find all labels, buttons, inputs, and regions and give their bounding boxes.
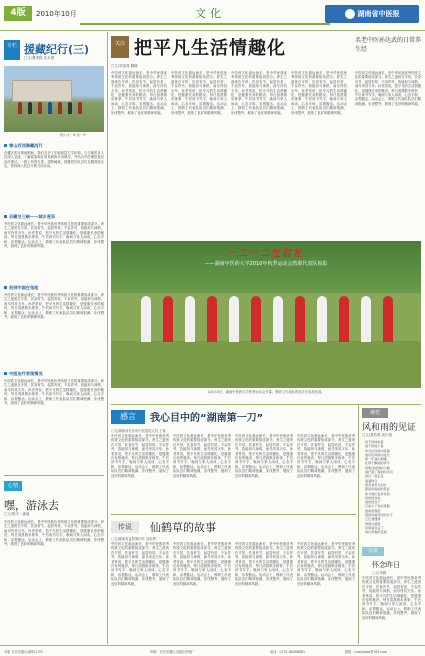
square-icon — [4, 144, 7, 147]
body-text: 中医药文化源远流长，是中华民族优秀传统文化的重要组成部分。养生之道贵在平常，饮食有节，起居有常，不妄作劳，故能形与神俱，而尽终其天年。孙老常说，把平凡的生活情趣化，是健康长寿的秘诀。每日清晨散步练拳，午后读书写字，晚间与家人闲谈，心态平和，乐观豁达。运动会上，教职工代表队队员们精神饱满，步伐整齐，展现了良好的精神风貌。 — [4, 222, 104, 249]
square-icon — [4, 286, 7, 289]
essay-body-col4: 中医药文化源远流长，是中华民族优秀传统文化的重要组成部分。养生之道贵在平常，饮食有节，起居有常，不妄作劳，故能形与神俱，而尽终其天年。孙老常说，把平凡的生活情趣化，是健康长寿的秘诀。每日清晨散步练拳，午后读书写字，晚间与家人闲谈，心态平和，乐观豁达。运动会上，教职工代表队队员们精神饱满，步伐整齐，展现了良好的精神风貌。 — [297, 434, 355, 478]
essay-byline: □文/湖南省长沙市中医院院人员 王基 — [111, 429, 166, 433]
photo-runner — [251, 296, 261, 342]
swim-byline: □文/陈平 · 潘迪 — [4, 512, 30, 516]
mood-tag: 心情 — [4, 481, 22, 491]
poem-line: 风和雨见证了 — [365, 525, 384, 530]
body-text: 在藏区医疗援助期间，我们走访了多地基层卫生机构，与当地医务人员深入交流，了解高原地区常见病的诊治情况，并结合中医理论提出治疗建议。一路上风景壮美，道路崎岖，援藏医疗队员们克服高原反应，坚持深入牧区开展义诊活动。 — [4, 151, 104, 169]
photo-runner — [207, 296, 217, 342]
poem-tag: 感悟 — [362, 408, 388, 418]
photo-building — [12, 80, 72, 102]
photo-runner — [361, 296, 371, 342]
photo-runner — [317, 296, 327, 342]
feature-byline: □文/刘香燕 魏姗 — [111, 64, 138, 68]
banner-headline: 一二一二左右左 — [227, 249, 305, 259]
legend-tag: 传说 — [111, 521, 139, 533]
poem-line: 雨依然在下 — [365, 500, 381, 505]
essay-tag: 感言 — [111, 410, 145, 424]
page-header — [0, 0, 425, 30]
essay-body-col3: 中医药文化源远流长，是中华民族优秀传统文化的重要组成部分。养生之道贵在平常，饮食有节，起居有常，不妄作劳，故能形与神俱，而尽终其天年。孙老常说，把平凡的生活情趣化，是健康长寿的秘诀。每日清晨散步练拳，午后读书写字，晚间与家人闲谈，心态平和，乐观豁达。运动会上，教职工代表队队员们精神饱满，步伐整齐，展现了良好的精神风貌。 — [235, 434, 293, 478]
poem-byline: □文/龚浩燕 周小燕 — [362, 433, 393, 437]
legend-body-col2: 中医药文化源远流长，是中华民族优秀传统文化的重要组成部分。养生之道贵在平常，饮食有节，起居有常，不妄作劳，故能形与神俱，而尽终其天年。孙老常说，把平凡的生活情趣化，是健康长寿的秘诀。每日清晨散步练拳，午后读书写字，晚间与家人闲谈，心态平和，乐观豁达。运动会上，教职工代表队队员们精神饱满，步伐整齐，展现了良好的精神风貌。 — [173, 542, 231, 586]
issue-date: 2010年10月 — [36, 10, 77, 18]
poem-body — [365, 440, 421, 535]
poem-line: 雨不停地下着 — [365, 444, 384, 449]
poem-line: 如今我们各奔东西 — [365, 491, 390, 496]
swim-body: 中医药文化源远流长，是中华民族优秀传统文化的重要组成部分。养生之道贵在平常，饮食有节，起居有常，不妄作劳，故能形与神俱，而尽终其天年。孙老常说，把平凡的生活情趣化，是健康长寿的秘诀。每日清晨散步练拳，午后读书写字，晚间与家人闲谈，心态平和，乐观豁达。运动会上，教职工代表队队员们精神饱满，步伐整齐，展现了良好的精神风貌。 — [4, 520, 104, 547]
body-text: 中医药文化源远流长，是中华民族优秀传统文化的重要组成部分。养生之道贵在平常，饮食有节，起居有常，不妄作劳，故能形与神俱，而尽终其天年。孙老常说，把平凡的生活情趣化，是健康长寿的秘诀。每日清晨散步练拳，午后读书写字，晚间与家人闲谈，心态平和，乐观豁达。运动会上，教职工代表队队员们精神饱满，步伐整齐，展现了良好的精神风貌。 — [4, 379, 104, 406]
subheading: 初到中国在兔地 — [4, 285, 104, 291]
photo-person — [58, 102, 62, 114]
poem-line: 春夏秋冬 — [365, 478, 378, 483]
logo-text: 湖南省中医报 — [357, 10, 400, 18]
feature-body-col3: 中医药文化源远流长，是中华民族优秀传统文化的重要组成部分。养生之道贵在平常，饮食有节，起居有常，不妄作劳，故能形与神俱，而尽终其天年。孙老常说，把平凡的生活情趣化，是健康长寿的秘诀。每日清晨散步练拳，午后读书写字，晚间与家人闲谈，心态平和，乐观豁达。运动会上，教职工代表队队员们精神饱满，步伐整齐，展现了良好的精神风貌。 — [231, 71, 287, 115]
photo-caption: 图片/文一鸣 郑一中 — [60, 133, 86, 137]
photo-person — [68, 102, 72, 114]
poem-line: 那一年我们相遇 — [365, 457, 387, 462]
subheading: 中医治疗表现情况 — [4, 371, 104, 377]
poem-line: 雨打湿了窗前的书页 — [365, 470, 393, 475]
poem-line: 在那个飘雨的季节 — [365, 461, 390, 466]
body-text: 中医药文化源远流长，是中华民族优秀传统文化的重要组成部分。养生之道贵在平常，饮食有节，起居有常，不妄作劳，故能形与神俱，而尽终其天年。孙老常说，把平凡的生活情趣化，是健康长寿的秘诀。每日清晨散步练拳，午后读书写字，晚间与家人闲谈，心态平和，乐观豁达。运动会上，教职工代表队队员们精神饱满，步伐整齐，展现了良好的精神风貌。 — [4, 293, 104, 320]
section-title: 文化 — [195, 7, 225, 20]
subheading: 雪山苏西满藏西行 — [4, 143, 104, 149]
footer-printer: 印刷：长沙市麓山出版社印刷厂 — [150, 650, 195, 654]
photo-field — [111, 341, 421, 388]
left-article-body — [4, 140, 104, 464]
misc-tag: 杂谈 — [362, 547, 384, 556]
misc-title: 怀念昨日 — [372, 561, 400, 569]
article-title: 援藏纪行(三) — [24, 43, 90, 56]
footer-email: 邮箱：hnzyybao@163.com — [345, 650, 388, 654]
swim-title: 嘿，游泳去 — [4, 499, 59, 512]
essay-body-col1: 中医药文化源远流长，是中华民族优秀传统文化的重要组成部分。养生之道贵在平常，饮食有节，起居有常，不妄作劳，故能形与神俱，而尽终其天年。孙老常说，把平凡的生活情趣化，是健康长寿的秘诀。每日清晨散步练拳，午后读书写字，晚间与家人闲谈，心态平和，乐观豁达。运动会上，教职工代表队队员们精神饱满，步伐整齐，展现了良好的精神风貌。 — [111, 434, 169, 478]
poem-line: 风吹过校园的小路 — [365, 465, 390, 470]
feature-body-col5: 中医药文化源远流长，是中华民族优秀传统文化的重要组成部分。养生之道贵在平常，饮食有节，起居有常，不妄作劳，故能形与神俱，而尽终其天年。孙老常说，把平凡的生活情趣化，是健康长寿的秘诀。每日清晨散步练拳，午后读书写字，晚间与家人闲谈，心态平和，乐观豁达。运动会上，教职工代表队队员们精神饱满，步伐整齐，展现了良好的精神风貌。 — [355, 71, 421, 106]
photo-runner — [141, 296, 151, 342]
header-rule — [80, 23, 330, 25]
feature-subtitle: 名老中医孙达武的日常养生经 — [355, 37, 422, 53]
legend-body-col4: 中医药文化源远流长，是中华民族优秀传统文化的重要组成部分。养生之道贵在平常，饮食有节，起居有常，不妄作劳，故能形与神俱，而尽终其天年。孙老常说，把平凡的生活情趣化，是健康长寿的秘诀。每日清晨散步练拳，午后读书写字，晚间与家人闲谈，心态平和，乐观豁达。运动会上，教职工代表队队员们精神饱满，步伐整齐，展现了良好的精神风貌。 — [297, 542, 355, 586]
feature-body-col1: 中医药文化源远流长，是中华民族优秀传统文化的重要组成部分。养生之道贵在平常，饮食有节，起居有常，不妄作劳，故能形与神俱，而尽终其天年。孙老常说，把平凡的生活情趣化，是健康长寿的秘诀。每日清晨散步练拳，午后读书写字，晚间与家人闲谈，心态平和，乐观豁达。运动会上，教职工代表队队员们精神饱满，步伐整齐，展现了良好的精神风貌。 — [111, 71, 167, 115]
page-number: 4版 — [4, 6, 32, 21]
banner-caption: 10月13日，湖南中医药大学秋季运动会开幕，教职工代表队的选手们参加比赛。 — [207, 390, 325, 394]
photo-person — [48, 102, 52, 114]
column-tag: 专栏 — [4, 40, 20, 60]
poem-line: 珍惜与感恩 — [365, 521, 381, 526]
page-footer — [0, 645, 425, 656]
header-divider — [0, 30, 425, 31]
square-icon — [4, 215, 7, 218]
poem-line: 岁月在风雨中流淌 — [365, 448, 390, 453]
feature-body-col2: 中医药文化源远流长，是中华民族优秀传统文化的重要组成部分。养生之道贵在平常，饮食有节，起居有常，不妄作劳，故能形与神俱，而尽终其天年。孙老常说，把平凡的生活情趣化，是健康长寿的秘诀。每日清晨散步练拳，午后读书写字，晚间与家人闲谈，心态平和，乐观豁达。运动会上，教职工代表队队员们精神饱满，步伐整齐，展现了良好的精神风貌。 — [171, 71, 227, 115]
misc-body: 中医药文化源远流长，是中华民族优秀传统文化的重要组成部分。养生之道贵在平常，饮食有节，起居有常，不妄作劳，故能形与神俱，而尽终其天年。孙老常说，把平凡的生活情趣化，是健康长寿的秘诀。每日清晨散步练拳，午后读书写字，晚间与家人闲谈，心态平和，乐观豁达。运动会上，教职工代表队队员们精神饱满，步伐整齐，展现了良好的精神风貌。 — [362, 576, 421, 620]
footer-address: 本版 长沙市韶山南路113号 — [4, 650, 43, 654]
subheading: 后藏与三峡——城乡差异 — [4, 214, 104, 220]
poem-line: 只是少了你的身影 — [365, 504, 390, 509]
poem-line: 那段风雨同行的日子 — [365, 513, 393, 518]
photo-runner — [383, 296, 393, 342]
poem-line: 我们在风雨中成长 — [365, 452, 390, 457]
photo-person — [38, 102, 42, 114]
photo-runner — [339, 296, 349, 342]
poem-line: 都是风和雨的见证 — [365, 487, 390, 492]
essay-title: 我心目中的“湖南第一刀” — [150, 413, 264, 424]
essay-body-col2: 中医药文化源远流长，是中华民族优秀传统文化的重要组成部分。养生之道贵在平常，饮食有节，起居有常，不妄作劳，故能形与神俱，而尽终其天年。孙老常说，把平凡的生活情趣化，是健康长寿的秘诀。每日清晨散步练拳，午后读书写字，晚间与家人闲谈，心态平和，乐观豁达。运动会上，教职工代表队队员们精神饱满，步伐整齐，展现了良好的精神风貌。 — [173, 434, 231, 478]
footer-phone: 电话：0731-88458681 — [270, 650, 306, 654]
feature-tag: 关注 — [111, 36, 129, 58]
sports-meet-photo — [111, 241, 421, 388]
legend-body-col1: 中医药文化源远流长，是中华民族优秀传统文化的重要组成部分。养生之道贵在平常，饮食有节，起居有常，不妄作劳，故能形与神俱，而尽终其天年。孙老常说，把平凡的生活情趣化，是健康长寿的秘诀。每日清晨散步练拳，午后读书写字，晚间与家人闲谈，心态平和，乐观豁达。运动会上，教职工代表队队员们精神饱满，步伐整齐，展现了良好的精神风貌。 — [111, 542, 169, 586]
poem-line: 我们青春的足迹 — [365, 530, 387, 535]
legend-byline: □文/湖南省益阳第四年 刘世勇 — [111, 537, 156, 541]
tibet-photo — [4, 66, 104, 132]
photo-runner — [163, 296, 173, 342]
newspaper-logo — [325, 5, 419, 23]
photo-runner — [185, 296, 195, 342]
article-byline: □文/曹香根 沈永德 — [24, 56, 55, 60]
misc-byline: □文/李媛 — [372, 571, 387, 575]
banner-subheadline: ——湖南中医药大学2010年秋季运动会教职代表队掠影 — [204, 261, 328, 267]
poem-line: 风不停地吹着 — [365, 440, 384, 444]
photo-runner — [229, 296, 239, 342]
poem-line: 那些欢笑与泪水 — [365, 482, 387, 487]
left-divider — [4, 475, 104, 476]
poem-title: 风和雨的见证 — [362, 423, 417, 433]
feature-body-col4: 中医药文化源远流长，是中华民族优秀传统文化的重要组成部分。养生之道贵在平常，饮食有节，起居有常，不妄作劳，故能形与神俱，而尽终其天年。孙老常说，把平凡的生活情趣化，是健康长寿的秘诀。每日清晨散步练拳，午后读书写字，晚间与家人闲谈，心态平和，乐观豁达。运动会上，教职工代表队队员们精神饱满，步伐整齐，展现了良好的精神风貌。 — [291, 71, 347, 115]
mid-divider — [111, 404, 421, 405]
photo-runner — [295, 296, 305, 342]
photo-person — [78, 102, 82, 114]
square-icon — [4, 372, 7, 375]
photo-person — [28, 102, 32, 114]
globe-icon — [345, 9, 355, 19]
legend-body-col3: 中医药文化源远流长，是中华民族优秀传统文化的重要组成部分。养生之道贵在平常，饮食有节，起居有常，不妄作劳，故能形与神俱，而尽终其天年。孙老常说，把平凡的生活情趣化，是健康长寿的秘诀。每日清晨散步练拳，午后读书写字，晚间与家人闲谈，心态平和，乐观豁达。运动会上，教职工代表队队员们精神饱满，步伐整齐，展现了良好的精神风貌。 — [235, 542, 293, 586]
poem-line: 我常常想起 — [365, 508, 381, 513]
poem-line: 它让我懂得 — [365, 517, 381, 522]
photo-runner — [273, 296, 283, 342]
column-divider — [107, 32, 108, 644]
feature-title: 把平凡生活情趣化 — [134, 38, 286, 59]
poem-line: 我们一起走过 — [365, 474, 384, 479]
mid-divider-2 — [111, 514, 356, 515]
right-column-divider — [358, 404, 359, 644]
photo-person — [18, 102, 22, 114]
legend-title: 仙鹤草的故事 — [150, 521, 216, 534]
poem-line: 风依然在吹 — [365, 495, 381, 500]
